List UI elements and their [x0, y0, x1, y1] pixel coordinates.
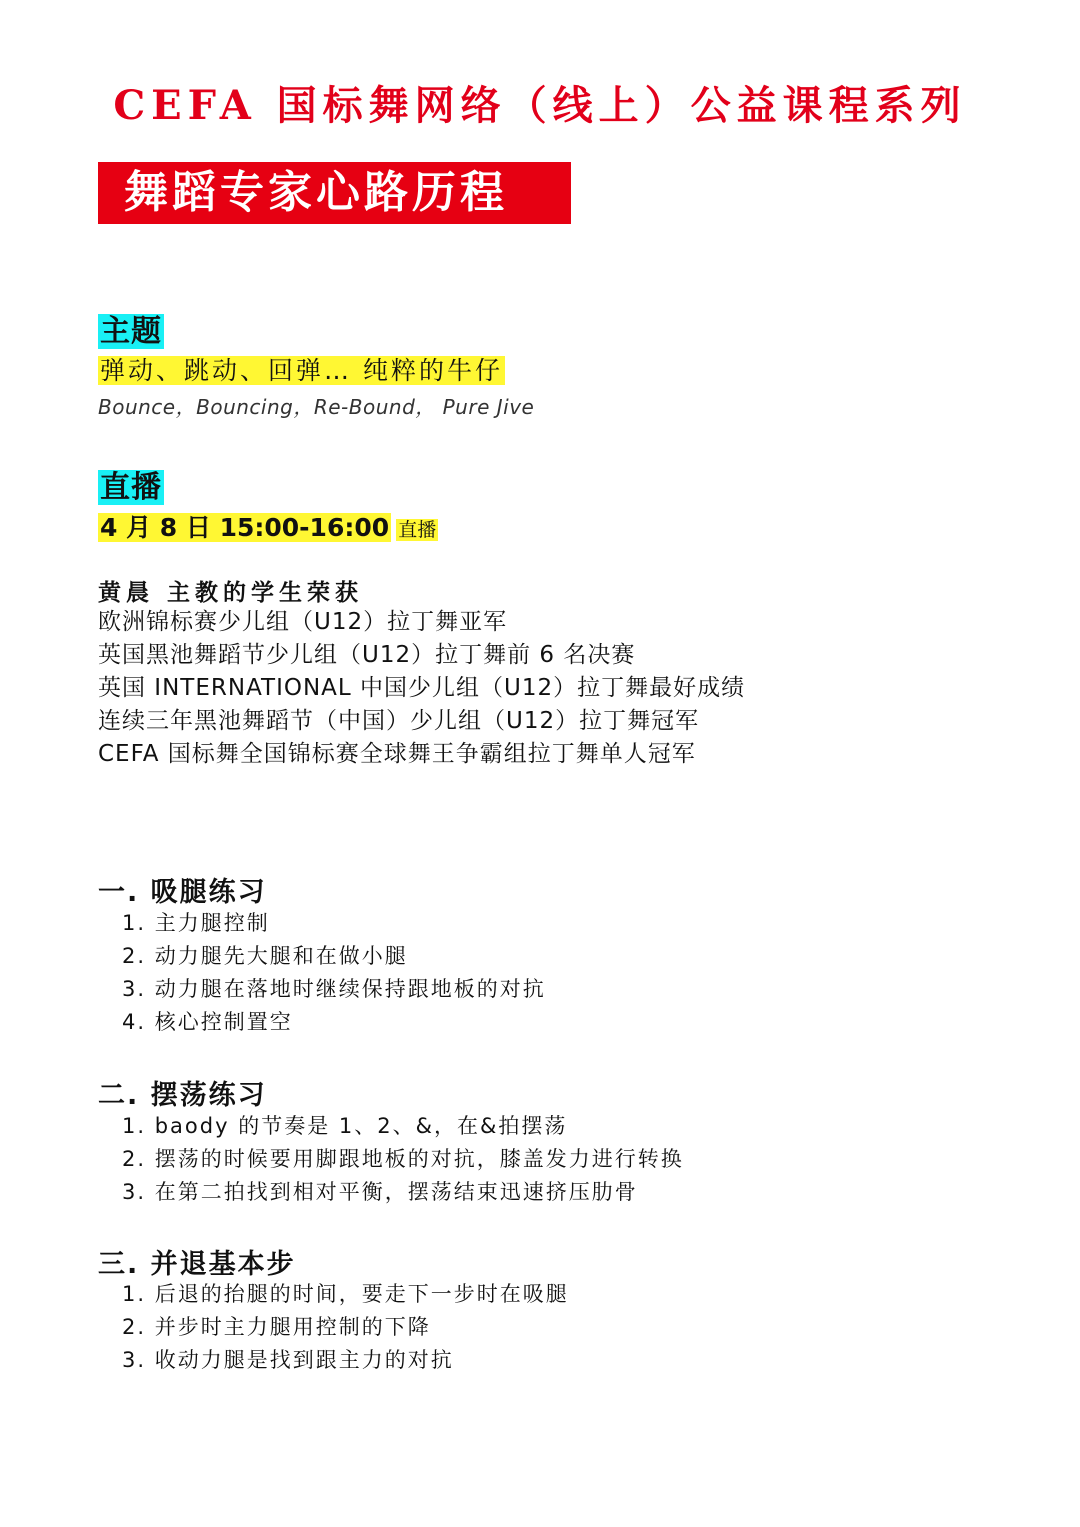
section-items	[122, 907, 546, 1039]
section-items	[122, 1110, 684, 1209]
list-item: 3. 收动力腿是找到跟主力的对抗	[122, 1348, 454, 1372]
live-section	[98, 468, 164, 508]
topic-section	[98, 312, 164, 352]
list-item: 2. 并步时主力腿用控制的下降	[122, 1315, 431, 1339]
title-banner: 舞蹈专家心路历程	[98, 162, 571, 224]
topic-chinese-row	[98, 354, 505, 388]
live-label: 直播	[100, 470, 162, 505]
section-title: 三. 并退基本步	[98, 1249, 296, 1280]
list-item: CEFA 国标舞全国锦标赛全球舞王争霸组拉丁舞单人冠军	[98, 741, 696, 767]
live-tag: 直播	[398, 519, 437, 541]
page-title: CEFA 国标舞网络（线上）公益课程系列	[113, 82, 967, 129]
live-date: 4 月 8 日 15:00-16:00	[100, 513, 390, 542]
list-item: 英国黑池舞蹈节少儿组（U12）拉丁舞前 6 名决赛	[98, 642, 636, 668]
list-item: 2. 动力腿先大腿和在做小腿	[122, 944, 408, 968]
list-item: 欧洲锦标赛少儿组（U12）拉丁舞亚军	[98, 609, 508, 635]
achievement-list	[98, 606, 745, 771]
topic-label: 主题	[100, 314, 162, 349]
topic-chinese: 弹动、跳动、回弹… 纯粹的牛仔	[100, 356, 503, 385]
coach-heading: 黄晨 主教的学生荣获	[98, 579, 364, 606]
list-item: 1. 后退的抬腿的时间，要走下一步时在吸腿	[122, 1282, 569, 1306]
list-item: 连续三年黑池舞蹈节（中国）少儿组（U12）拉丁舞冠军	[98, 708, 700, 734]
section-title: 一. 吸腿练习	[98, 877, 267, 908]
live-time-row	[98, 510, 438, 546]
section-title: 二. 摆荡练习	[98, 1080, 267, 1111]
section-items	[122, 1278, 569, 1377]
list-item: 1. baody 的节奏是 1、2、&，在&拍摆荡	[122, 1114, 568, 1138]
list-item: 英国 INTERNATIONAL 中国少儿组（U12）拉丁舞最好成绩	[98, 675, 746, 701]
list-item: 1. 主力腿控制	[122, 911, 270, 935]
list-item: 3. 在第二拍找到相对平衡，摆荡结束迅速挤压肋骨	[122, 1180, 638, 1204]
list-item: 2. 摆荡的时候要用脚跟地板的对抗，膝盖发力进行转换	[122, 1147, 684, 1171]
list-item: 3. 动力腿在落地时继续保持跟地板的对抗	[122, 977, 546, 1001]
topic-english: Bounce，Bouncing，Re-Bound， Pure Jive	[98, 395, 535, 419]
list-item: 4. 核心控制置空	[122, 1010, 293, 1034]
